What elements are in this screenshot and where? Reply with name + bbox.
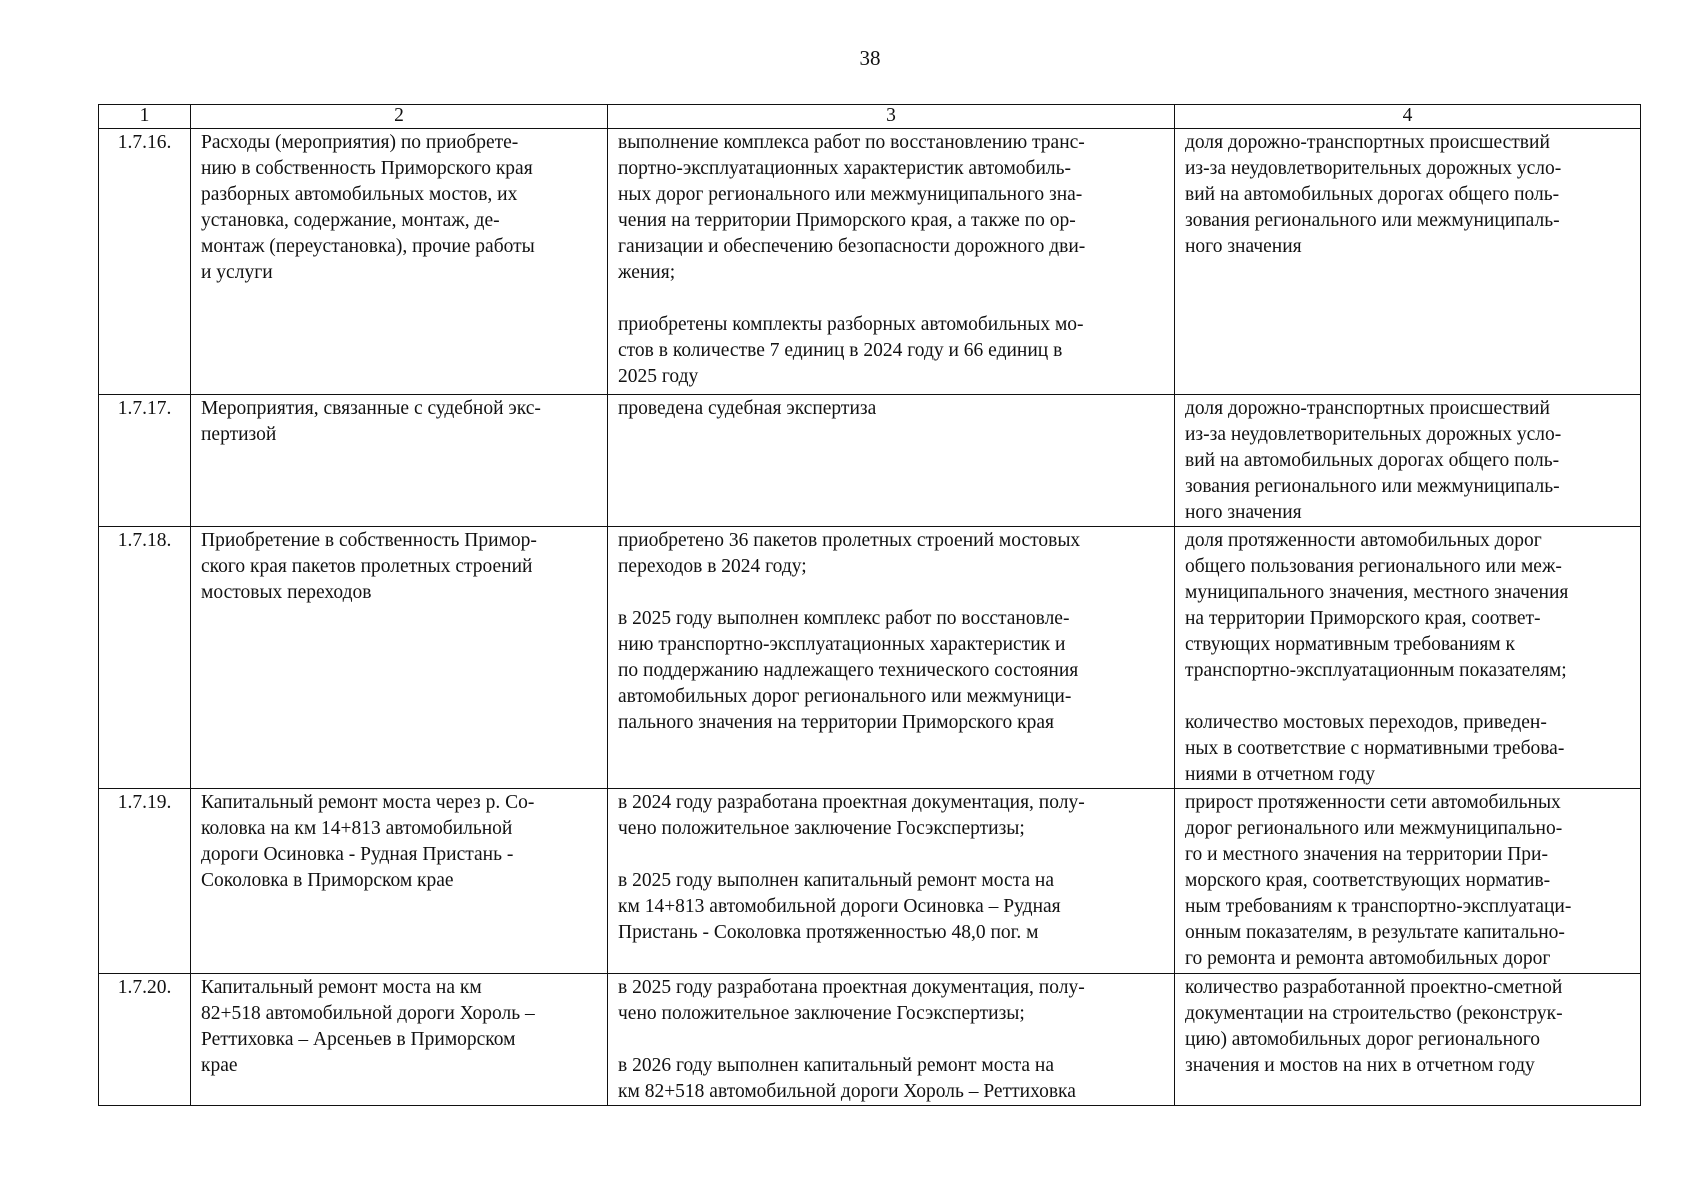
indicator-paragraph: доля дорожно-транспортных происшествий из-за неудовлетворительных дорожных усло- вий на автомобильных дорогах общего поль- зования регионального или межмуниципаль- ного значения — [1185, 398, 1562, 523]
result-paragraph: в 2026 году выполнен капитальный ремонт моста на км 82+518 автомобильной дороги Хороль – Реттиховка — [618, 1055, 1076, 1102]
column-header-3: 3 — [608, 105, 1175, 129]
row-number: 1.7.19. — [99, 789, 191, 974]
measure-results — [608, 395, 1175, 527]
measure-results — [608, 129, 1175, 395]
measure-name — [191, 974, 608, 1106]
indicator-paragraph: прирост протяженности сети автомобильных дорог регионального или межмуниципально- го и местного значения на территории При- морского края, соответствующих норматив- ным требованиям к транспортно-эксплуатаци- онным показателям, в результате капитально- го ремонта и ремонта автомобильных дорог — [1185, 792, 1572, 969]
result-paragraph: в 2025 году разработана проектная документация, полу- чено положительное заключение Госэкспертизы; — [618, 977, 1085, 1024]
measure-results — [608, 974, 1175, 1106]
measure-name-text: Капитальный ремонт моста через р. Со- коловка на км 14+813 автомобильной дороги Осиновка - Рудная Пристань - Соколовка в Приморском крае — [201, 792, 535, 891]
row-number: 1.7.20. — [99, 974, 191, 1106]
measure-name-text: Капитальный ремонт моста на км 82+518 автомобильной дороги Хороль – Реттиховка – Арсеньев в Приморском крае — [201, 977, 535, 1076]
table-row — [99, 789, 1641, 974]
result-paragraph: приобретено 36 пакетов пролетных строений мостовых переходов в 2024 году; — [618, 530, 1081, 577]
indicator-paragraph: доля дорожно-транспортных происшествий из-за неудовлетворительных дорожных усло- вий на автомобильных дорогах общего поль- зования регионального или межмуниципаль- ного значения — [1185, 132, 1562, 257]
indicator-paragraph: доля протяженности автомобильных дорог общего пользования регионального или меж- муниципального значения, местного значения на территории Приморского края, соответ- ствующих нормативным требованиям к транспортно-эксплуатационным показателям; — [1185, 530, 1569, 681]
row-number: 1.7.16. — [99, 129, 191, 395]
page-number: 38 — [859, 46, 881, 70]
column-header-1: 1 — [99, 105, 191, 129]
measures-table — [98, 104, 1641, 1106]
measure-name — [191, 527, 608, 789]
result-paragraph: в 2025 году выполнен комплекс работ по восстановле- нию транспортно-эксплуатационных характеристик и по поддержанию надлежащего технического состояния автомобильных дорог регионального или межмуници- пального значения на территории Приморского края — [618, 608, 1079, 733]
indicator-paragraph: количество разработанной проектно-сметной документации на строительство (реконструк- цию) автомобильных дорог регионального значения и мостов на них в отчетном году — [1185, 977, 1563, 1076]
measure-results — [608, 527, 1175, 789]
measure-name — [191, 129, 608, 395]
row-number: 1.7.17. — [99, 395, 191, 527]
table-row — [99, 974, 1641, 1106]
table-row — [99, 395, 1641, 527]
measure-results — [608, 789, 1175, 974]
row-number: 1.7.18. — [99, 527, 191, 789]
measure-indicators — [1175, 129, 1641, 395]
column-header-2: 2 — [191, 105, 608, 129]
result-paragraph: в 2025 году выполнен капитальный ремонт моста на км 14+813 автомобильной дороги Осиновка – Рудная Пристань - Соколовка протяженностью 48,0 пог. м — [618, 870, 1061, 943]
measure-name — [191, 789, 608, 974]
measure-indicators — [1175, 527, 1641, 789]
table-row — [99, 129, 1641, 395]
measure-indicators — [1175, 395, 1641, 527]
measure-indicators — [1175, 974, 1641, 1106]
measure-name — [191, 395, 608, 527]
indicator-paragraph: количество мостовых переходов, приведен- ных в соответствие с нормативными требова- ниями в отчетном году — [1185, 712, 1565, 785]
result-paragraph: проведена судебная экспертиза — [618, 398, 877, 419]
table-header-row — [99, 105, 1641, 129]
result-paragraph: приобретены комплекты разборных автомобильных мо- стов в количестве 7 единиц в 2024 году и 66 единиц в 2025 году — [618, 314, 1084, 387]
table-row — [99, 527, 1641, 789]
measure-name-text: Расходы (мероприятия) по приобрете- нию в собственность Приморского края разборных автомобильных мостов, их установка, содержание, монтаж, де- монтаж (переустановка), прочие работы и услуги — [201, 132, 535, 283]
result-paragraph: в 2024 году разработана проектная документация, полу- чено положительное заключение Госэкспертизы; — [618, 792, 1085, 839]
measure-name-text: Мероприятия, связанные с судебной экс- пертизой — [201, 398, 541, 445]
result-paragraph: выполнение комплекса работ по восстановлению транс- портно-эксплуатационных характеристик автомобиль- ных дорог регионального или межмуниципального зна- чения на территории Приморского края, а также по ор- ганизации и обеспечению безопасности дорожного дви- жения; — [618, 132, 1086, 283]
measure-name-text: Приобретение в собственность Примор- ского края пакетов пролетных строений мостовых переходов — [201, 530, 537, 603]
column-header-4: 4 — [1175, 105, 1641, 129]
measure-indicators — [1175, 789, 1641, 974]
